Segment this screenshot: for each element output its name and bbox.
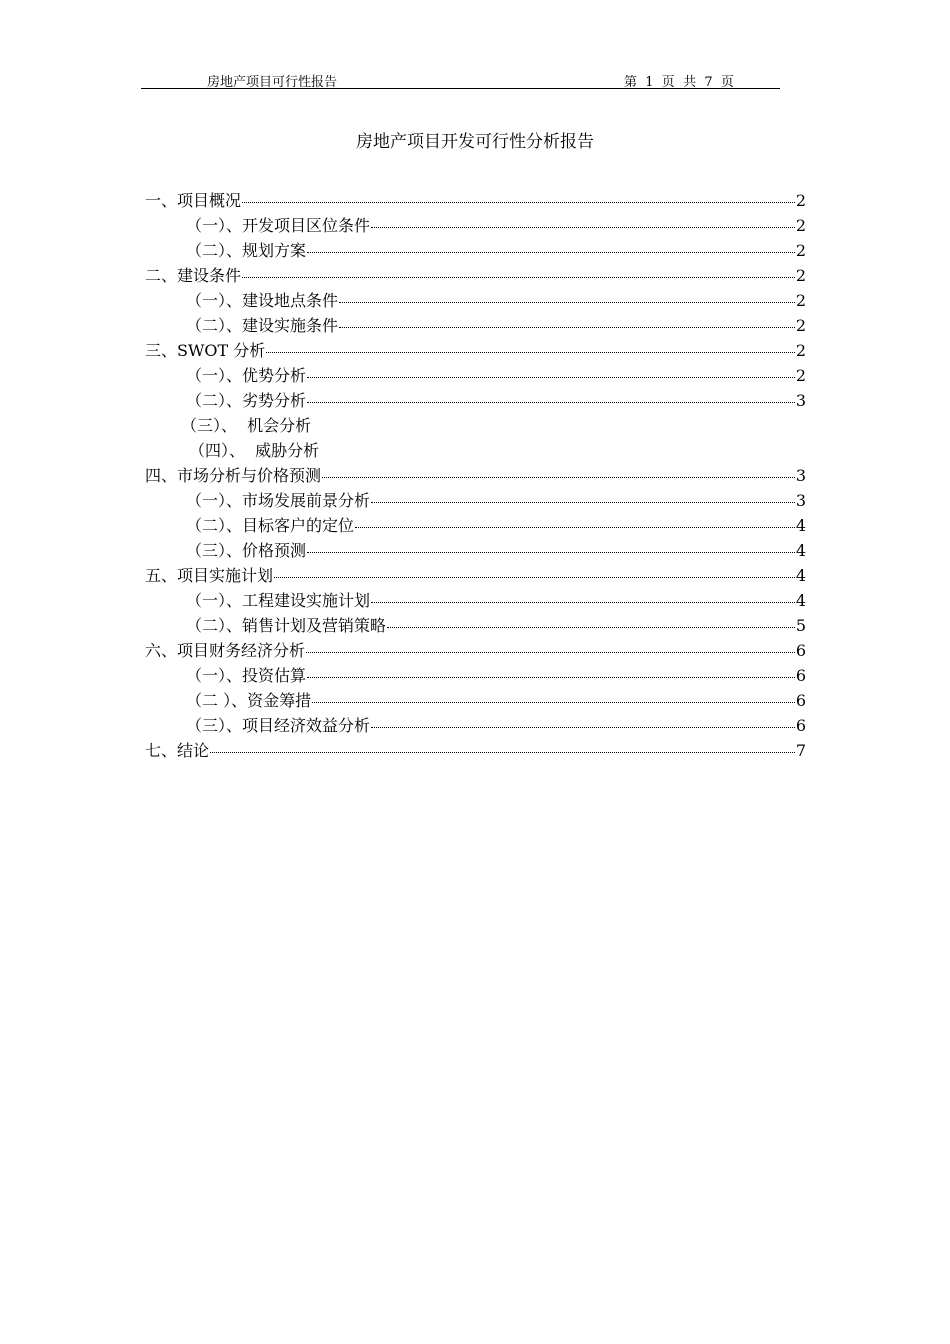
toc-entry-page: 2 — [795, 341, 806, 360]
toc-entry-label: （一）、优势分析 — [186, 366, 307, 385]
toc-entry-label: （三）、项目经济效益分析 — [186, 716, 371, 735]
toc-entry[interactable] — [145, 388, 806, 413]
toc-entry[interactable] — [145, 213, 806, 238]
toc-leader-dots — [339, 302, 795, 303]
table-of-contents — [145, 188, 806, 763]
toc-entry-label: 七、结论 — [145, 741, 210, 760]
toc-leader-dots — [242, 202, 795, 203]
toc-entry-label: （一）、开发项目区位条件 — [186, 216, 371, 235]
toc-entry-label: 五、项目实施计划 — [145, 566, 274, 585]
toc-entry-label: （三）、价格预测 — [186, 541, 307, 560]
toc-leader-dots — [274, 577, 795, 578]
toc-entry-label: （一）、建设地点条件 — [186, 291, 339, 310]
toc-entry-label: （一）、市场发展前景分析 — [186, 491, 371, 510]
toc-entry-label: （二）、销售计划及营销策略 — [186, 616, 387, 635]
toc-entry-page: 4 — [795, 591, 806, 610]
toc-leader-dots — [307, 402, 795, 403]
toc-entry[interactable] — [145, 363, 806, 388]
toc-entry-label: （四）、 威胁分析 — [189, 441, 320, 460]
toc-entry-page: 6 — [795, 666, 806, 685]
toc-leader-dots — [307, 377, 795, 378]
toc-entry-page: 2 — [795, 191, 806, 210]
toc-leader-dots — [312, 702, 795, 703]
toc-entry[interactable] — [145, 563, 806, 588]
toc-entry-page: 2 — [795, 366, 806, 385]
toc-leader-dots — [355, 527, 795, 528]
toc-leader-dots — [266, 352, 795, 353]
toc-entry-label: 六、项目财务经济分析 — [145, 641, 306, 660]
toc-leader-dots — [371, 227, 795, 228]
toc-entry[interactable] — [145, 413, 806, 438]
toc-entry[interactable] — [145, 313, 806, 338]
toc-entry[interactable] — [145, 688, 806, 713]
toc-leader-dots — [387, 627, 795, 628]
toc-leader-dots — [307, 552, 795, 553]
toc-leader-dots — [306, 652, 795, 653]
toc-entry-label: （一）、工程建设实施计划 — [186, 591, 371, 610]
toc-leader-dots — [307, 677, 795, 678]
toc-entry-page: 3 — [795, 491, 806, 510]
toc-leader-dots — [371, 727, 795, 728]
toc-entry[interactable] — [145, 663, 806, 688]
toc-entry[interactable] — [145, 238, 806, 263]
toc-entry-label: （三）、 机会分析 — [181, 416, 312, 435]
header-document-title: 房地产项目可行性报告 — [207, 75, 338, 90]
toc-leader-dots — [371, 602, 795, 603]
toc-leader-dots — [242, 277, 795, 278]
toc-entry[interactable] — [145, 188, 806, 213]
toc-leader-dots — [339, 327, 795, 328]
toc-leader-dots — [371, 502, 795, 503]
toc-entry-page: 2 — [795, 241, 806, 260]
toc-leader-dots — [307, 252, 795, 253]
toc-entry[interactable] — [145, 438, 806, 463]
document-title: 房地产项目开发可行性分析报告 — [356, 132, 594, 152]
toc-leader-dots — [322, 477, 795, 478]
toc-entry-label: （二）、建设实施条件 — [186, 316, 339, 335]
toc-entry[interactable] — [145, 288, 806, 313]
toc-entry[interactable] — [145, 538, 806, 563]
toc-entry-page: 5 — [795, 616, 806, 635]
toc-entry-page: 2 — [795, 266, 806, 285]
toc-entry[interactable] — [145, 338, 806, 363]
toc-entry-label: 四、市场分析与价格预测 — [145, 466, 322, 485]
toc-entry-page: 6 — [795, 716, 806, 735]
toc-entry[interactable] — [145, 613, 806, 638]
toc-entry[interactable] — [145, 263, 806, 288]
toc-entry[interactable] — [145, 463, 806, 488]
toc-entry-page: 6 — [795, 641, 806, 660]
toc-entry-page: 3 — [795, 391, 806, 410]
header-page-number: 第 1 页 共 7 页 — [624, 75, 734, 90]
toc-entry-page: 2 — [795, 291, 806, 310]
toc-entry-label: （二）、劣势分析 — [186, 391, 307, 410]
page-header — [141, 66, 780, 89]
toc-entry-label: 一、项目概况 — [145, 191, 242, 210]
toc-entry[interactable] — [145, 488, 806, 513]
toc-entry-page: 2 — [795, 316, 806, 335]
toc-entry-page: 2 — [795, 216, 806, 235]
toc-entry-page: 4 — [795, 566, 806, 585]
toc-entry[interactable] — [145, 713, 806, 738]
toc-entry-page: 7 — [795, 741, 806, 760]
toc-leader-dots — [210, 752, 795, 753]
toc-entry-label: （一）、投资估算 — [186, 666, 307, 685]
toc-entry-page: 6 — [795, 691, 806, 710]
toc-entry[interactable] — [145, 513, 806, 538]
toc-entry[interactable] — [145, 638, 806, 663]
toc-entry[interactable] — [145, 588, 806, 613]
toc-entry-label: （二）、目标客户的定位 — [186, 516, 355, 535]
toc-entry-page: 4 — [795, 516, 806, 535]
toc-entry-label: （二 ）、资金筹措 — [186, 691, 312, 710]
toc-entry-label: 二、建设条件 — [145, 266, 242, 285]
toc-entry-page: 3 — [795, 466, 806, 485]
toc-entry-label: 三、SWOT 分析 — [145, 341, 266, 360]
toc-entry-page: 4 — [795, 541, 806, 560]
toc-entry-label: （二）、规划方案 — [186, 241, 307, 260]
toc-entry[interactable] — [145, 738, 806, 763]
